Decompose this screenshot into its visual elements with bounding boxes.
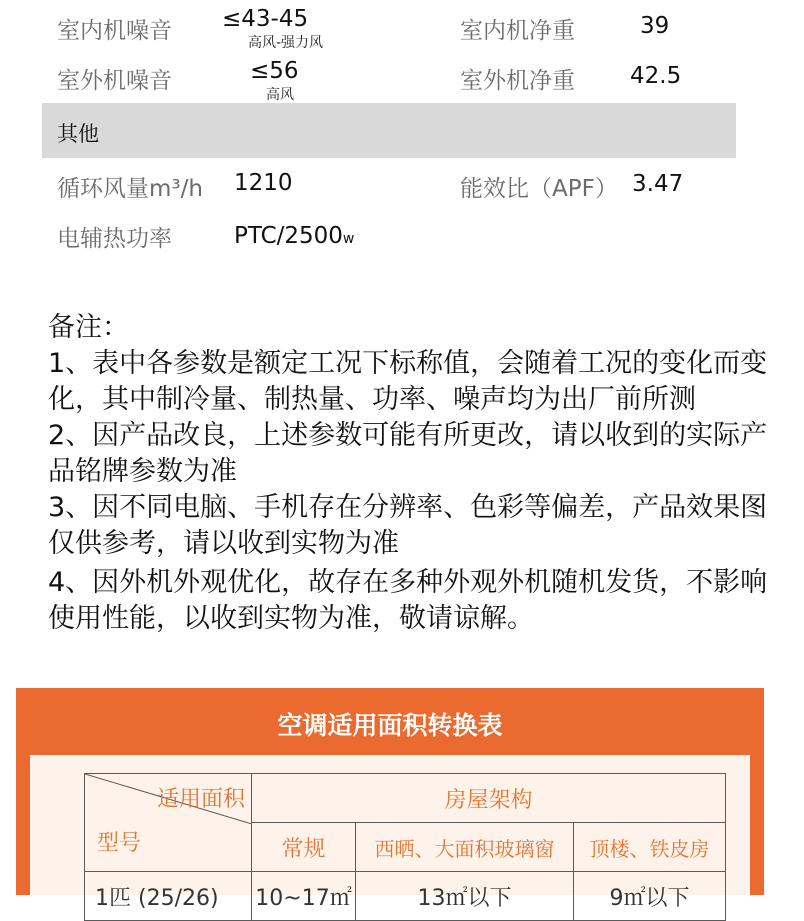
heater-value: [234, 223, 354, 249]
apf-value: 3.47: [632, 171, 684, 197]
note-item-1: 1、表中各参数是额定工况下标称值，会随着工况的变化而变化，其中制冷量、制热量、功率、噪声均为出厂前所测: [48, 348, 768, 415]
col-top: 顶楼、铁皮房: [574, 823, 726, 872]
notes-block: [48, 310, 768, 637]
outdoor-weight-label: 室外机净重: [460, 68, 575, 94]
indoor-weight-value: 39: [640, 13, 670, 39]
corner-bottom-label: 型号: [97, 831, 142, 856]
notes-heading: 备注：: [48, 312, 129, 343]
indoor-noise-label: 室内机噪音: [57, 18, 172, 44]
section-band: [42, 103, 736, 158]
note-item-4: 4、因外机外观优化，故存在多种外观外机随机发货，不影响使用性能，以收到实物为准，敬请谅解。: [48, 567, 768, 634]
indoor-noise-value: ≤43-45: [222, 6, 309, 32]
conversion-panel: [16, 688, 764, 911]
row1-model: 1匹 (25/26): [85, 872, 252, 921]
section-other-title: 其他: [57, 122, 99, 146]
outdoor-weight-value: 42.5: [630, 63, 682, 89]
airflow-value: 1210: [234, 170, 293, 196]
heater-value-main: PTC/2500: [234, 223, 343, 249]
row1-west: 13㎡以下: [356, 872, 574, 921]
corner-top-label: 适用面积: [156, 787, 245, 812]
heater-label: 电辅热功率: [57, 226, 172, 252]
indoor-noise-sub: 高风-强力风: [248, 35, 324, 51]
conversion-table: [84, 773, 726, 921]
corner-cell: [85, 774, 252, 872]
airflow-label: 循环风量m³/h: [57, 176, 203, 202]
group-header: 房屋架构: [252, 774, 726, 823]
conversion-inner: [30, 755, 750, 911]
note-item-3: 3、因不同电脑、手机存在分辨率、色彩等偏差，产品效果图仅供参考，请以收到实物为准: [48, 492, 768, 559]
outdoor-noise-label: 室外机噪音: [57, 68, 172, 94]
heater-unit: w: [342, 231, 355, 247]
col-normal: 常规: [252, 823, 356, 872]
note-item-2: 2、因产品改良，上述参数可能有所更改，请以收到的实际产品铭牌参数为准: [48, 420, 768, 487]
row1-top: 9㎡以下: [574, 872, 726, 921]
outdoor-noise-sub: 高风: [266, 87, 294, 103]
apf-label: 能效比（APF）: [460, 176, 618, 202]
conversion-title: 空调适用面积转换表: [277, 711, 503, 740]
col-west: 西晒、大面积玻璃窗: [356, 823, 574, 872]
indoor-weight-label: 室内机净重: [460, 18, 575, 44]
row1-normal: 10~17㎡: [252, 872, 356, 921]
outdoor-noise-value: ≤56: [250, 58, 299, 84]
